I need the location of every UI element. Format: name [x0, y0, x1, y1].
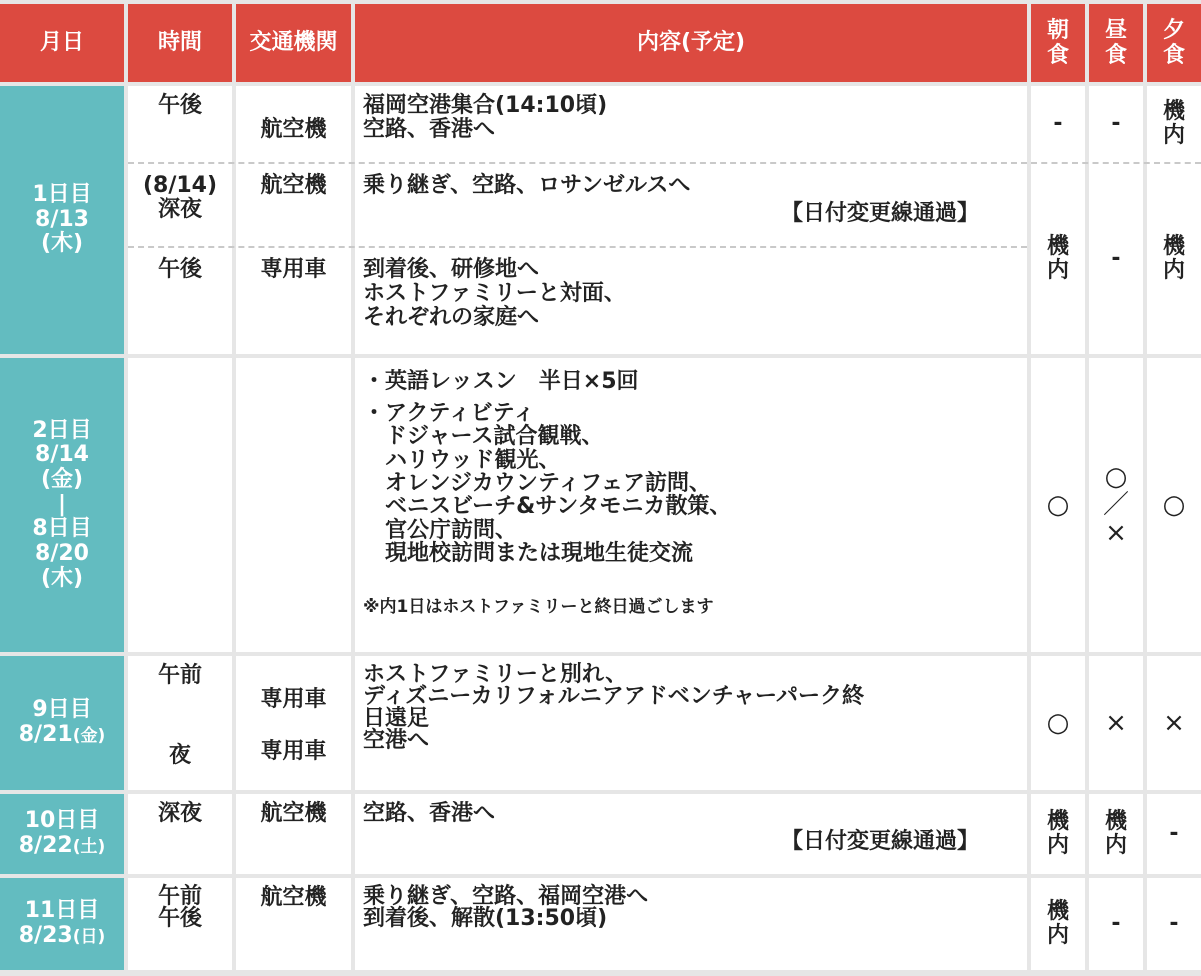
transport-label: 航空機: [260, 801, 327, 826]
transport-label: 航空機: [260, 173, 327, 198]
schedule-content: ホストファミリーと別れ、 ディズニーカリフォルニアアドベンチャーパーク終 日遠足 空港へ: [363, 662, 864, 753]
time-label: 午後: [157, 93, 202, 118]
time-label: 深夜: [157, 801, 202, 826]
day-of-week: (金): [72, 726, 106, 746]
dateline-note: 【日付変更線通過】: [781, 201, 980, 226]
lunch-mark: ×: [1089, 656, 1143, 790]
dinner-mark: ○: [1147, 358, 1201, 652]
day-2-8-transport-cell: [236, 358, 351, 652]
day-date: 10日目 8/22: [18, 808, 100, 858]
day-date: 11日目 8/23: [18, 898, 100, 948]
header-content: 内容(予定): [355, 4, 1027, 82]
breakfast-mark: 機 内: [1031, 878, 1085, 970]
day-1-cell: 1日目 8/13 (木): [0, 86, 124, 354]
schedule-content: 到着後、研修地へ ホストファミリーと対面、 それぞれの家庭へ: [363, 257, 626, 331]
lunch-mark: ○ ／ ×: [1089, 358, 1143, 652]
dinner-mark: 機 内: [1162, 98, 1185, 148]
breakfast-mark: 機 内: [1031, 794, 1085, 874]
breakfast-mark: 機 内: [1046, 233, 1069, 283]
dinner-mark: ×: [1147, 656, 1201, 790]
day-10-cell: [0, 794, 124, 874]
dinner-mark: -: [1147, 878, 1201, 970]
header-dinner: 夕 食: [1147, 4, 1201, 82]
day-of-week: (土): [72, 837, 106, 857]
divider: [128, 246, 1027, 248]
dinner-mark: 機 内: [1162, 233, 1185, 283]
bullet-activities: ・アクティビティ ドジャース試合観戦、 ハリウッド観光、 オレンジカウンティフェア訪問、 ベニスビーチ&サンタモニカ散策、 官公庁訪問、 現地校訪問または現地生徒交流: [363, 401, 732, 566]
lunch-mark: -: [1089, 878, 1143, 970]
day-of-week: (日): [72, 927, 106, 947]
time-label: 午前: [157, 663, 202, 688]
day-9-transport-cell: [236, 656, 351, 790]
divider: [128, 162, 1027, 164]
header-lunch: 昼 食: [1089, 4, 1143, 82]
schedule-content: 乗り継ぎ、空路、福岡空港へ 到着後、解散(13:50頃): [363, 884, 649, 931]
transport-label: 航空機: [260, 885, 327, 910]
breakfast-mark: ○: [1031, 656, 1085, 790]
schedule-content: 空路、香港へ: [363, 801, 496, 826]
bullet-english-lesson: ・英語レッスン 半日×5回: [363, 369, 639, 394]
breakfast-mark: ○: [1031, 358, 1085, 652]
transport-label: 航空機: [260, 117, 327, 142]
breakfast-mark: -: [1053, 110, 1063, 136]
time-label: 午後: [157, 257, 202, 282]
lunch-mark: -: [1111, 110, 1121, 136]
lunch-mark: -: [1111, 245, 1121, 271]
dinner-mark: -: [1147, 794, 1201, 874]
host-family-note: ※内1日はホストファミリーと終日過ごします: [363, 597, 714, 617]
header-breakfast: 朝 食: [1031, 4, 1085, 82]
day-2-8-time-cell: [128, 358, 232, 652]
dateline-note: 【日付変更線通過】: [781, 829, 980, 854]
header-time: 時間: [128, 4, 232, 82]
day-9-cell: [0, 656, 124, 790]
day-date: 9日目 8/21: [18, 697, 92, 747]
time-label: 午前 午後: [157, 884, 202, 931]
transport-label: 専用車: [260, 687, 327, 712]
header-transport: 交通機関: [236, 4, 351, 82]
transport-label: 専用車: [260, 739, 327, 764]
time-label: 夜: [168, 743, 191, 768]
schedule-content: 乗り継ぎ、空路、ロサンゼルスへ: [363, 173, 691, 198]
lunch-mark: 機 内: [1089, 794, 1143, 874]
schedule-content: 福岡空港集合(14:10頃) 空路、香港へ: [363, 93, 608, 143]
header-date: 月日: [0, 4, 124, 82]
day-2-8-cell: 2日目 8/14 (金) | 8日目 8/20 (木): [0, 358, 124, 652]
time-label: (8/14) 深夜: [142, 173, 218, 223]
day-11-cell: [0, 878, 124, 970]
transport-label: 専用車: [260, 257, 327, 282]
